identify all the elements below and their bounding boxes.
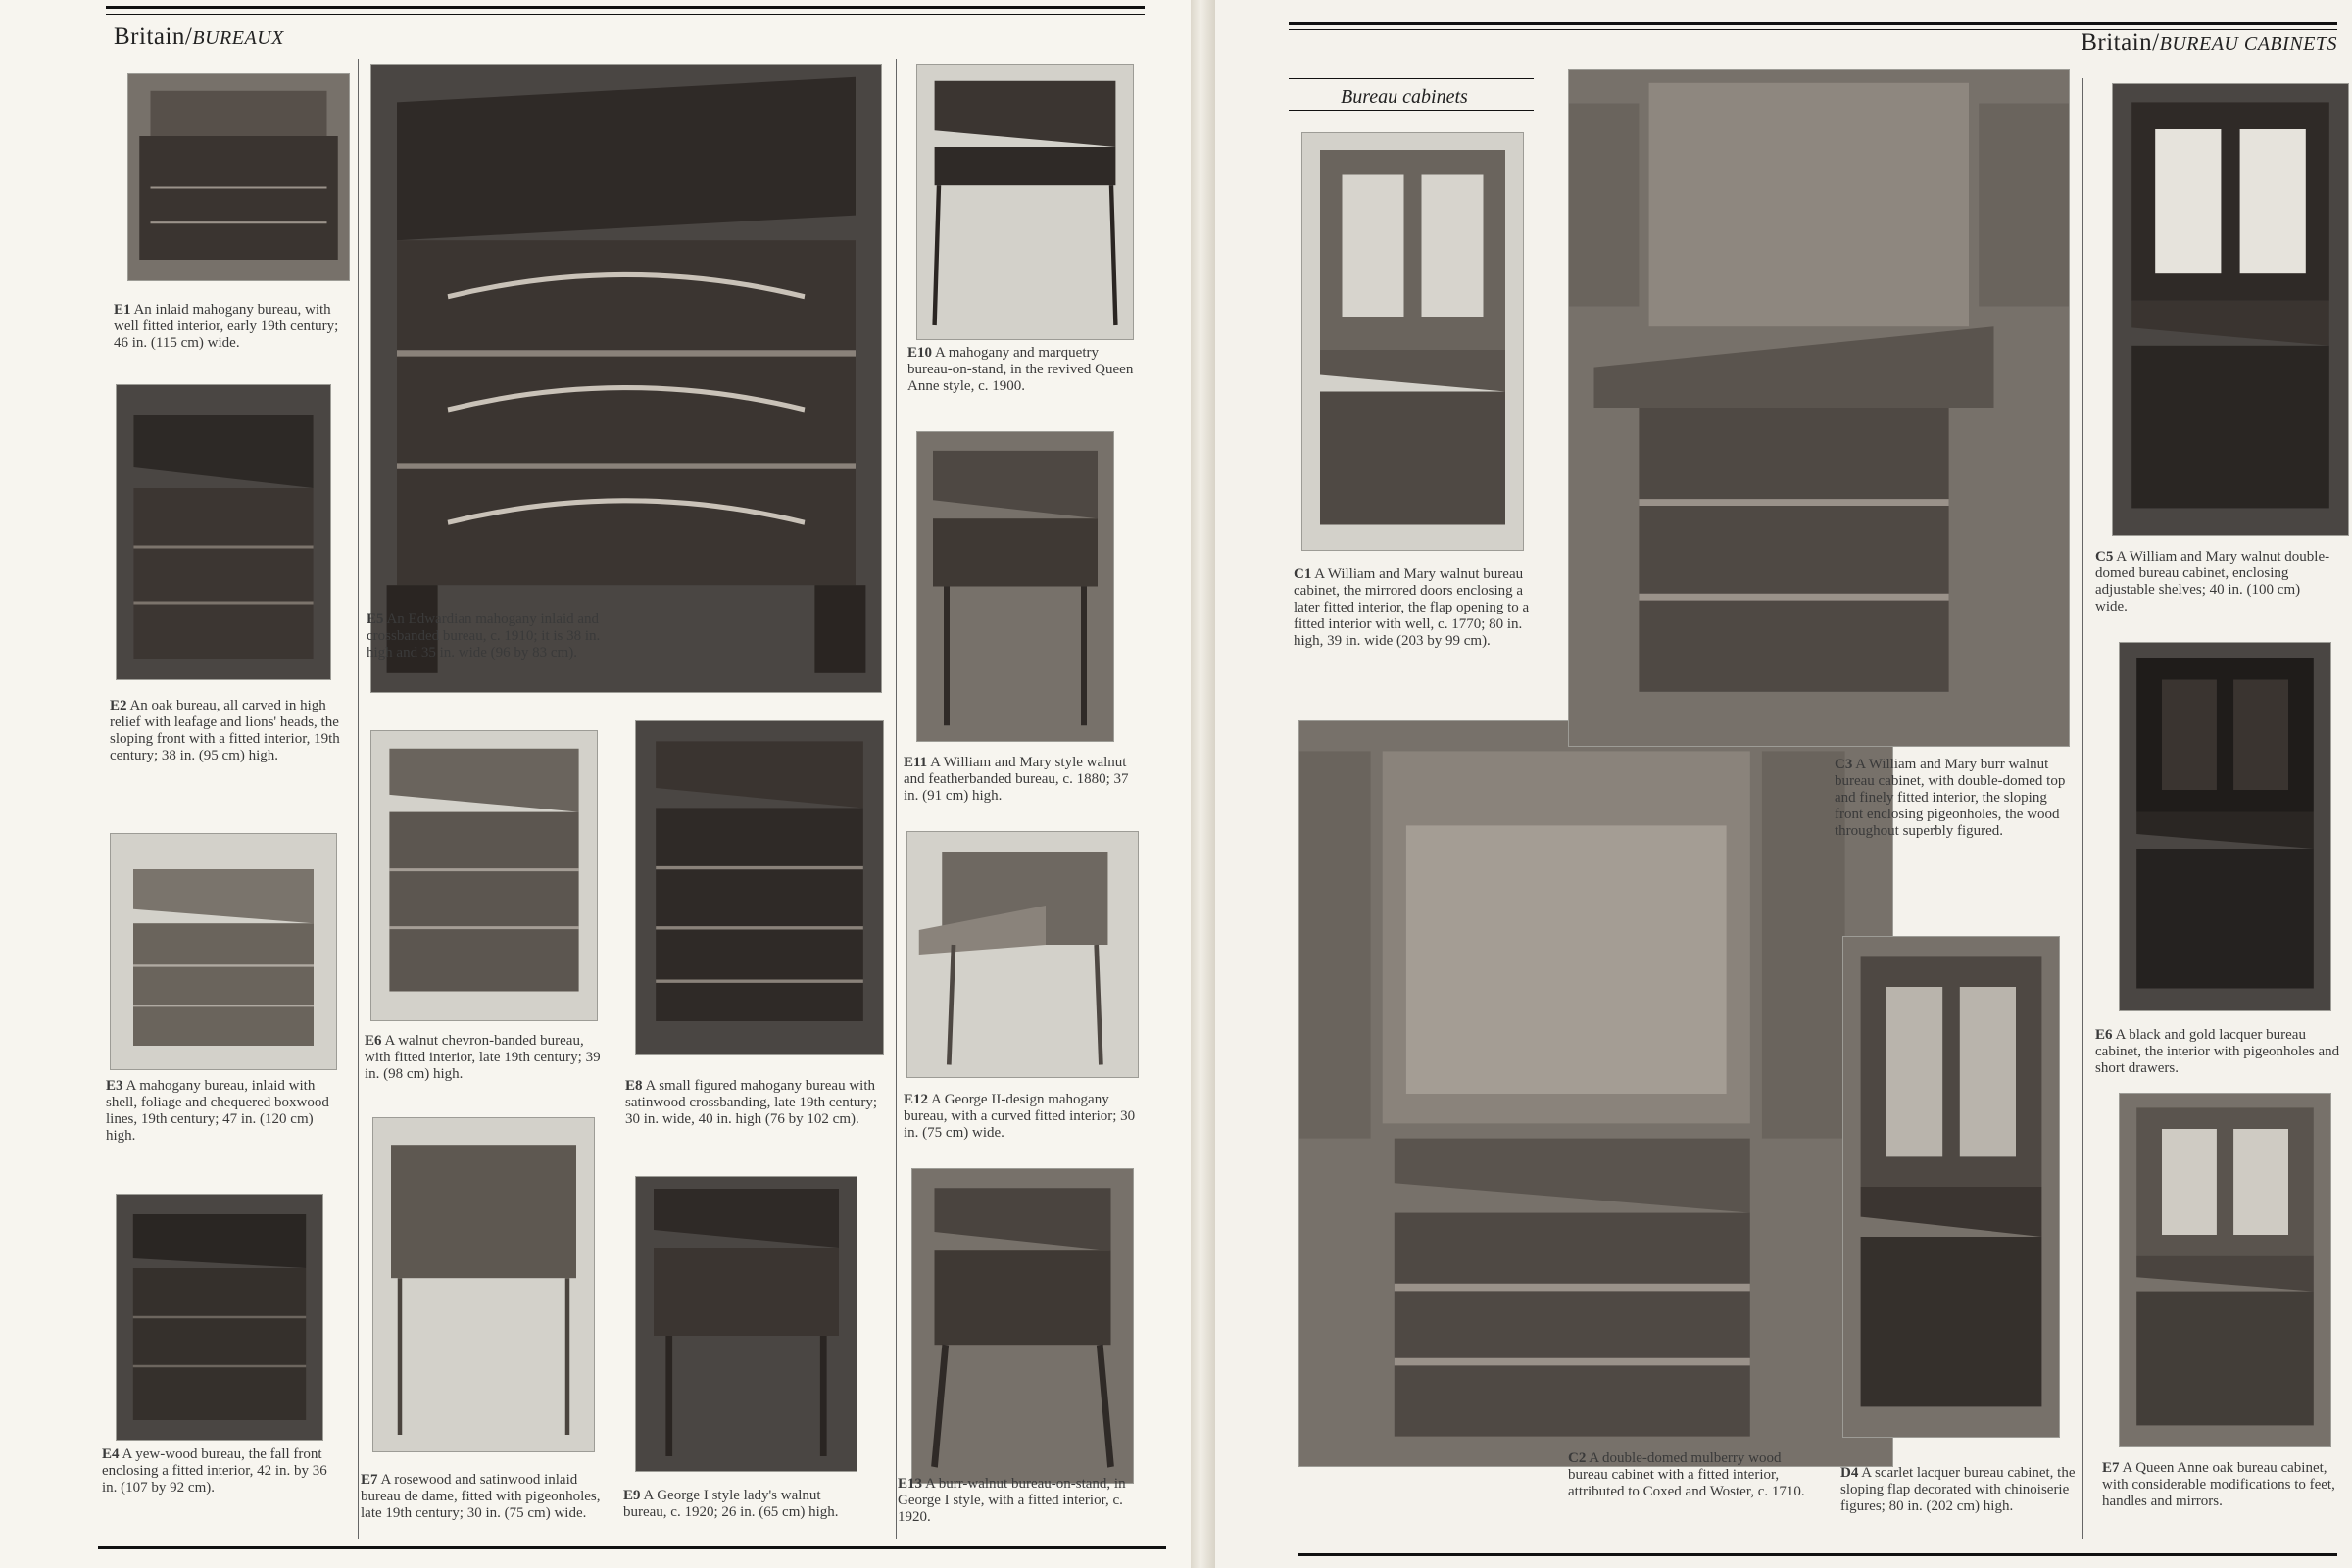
furniture-photo-d4 — [1842, 936, 2060, 1438]
furniture-photo-e1 — [127, 74, 350, 281]
furniture-photo-e9 — [635, 1176, 858, 1472]
furniture-photo-c3 — [1568, 69, 2070, 747]
caption-e7: E7 A rosewood and satinwood inlaid bureau de dame, fitted with pigeonholes, late 19th century; 30 in. (75 cm) wide. — [361, 1472, 601, 1521]
furniture-photo-e10 — [916, 64, 1134, 340]
caption-e5: E5 An Edwardian mahogany inlaid and crossbanded bureau, c. 1910; it is 38 in. high and 35 in. wide (96 by 83 cm). — [367, 612, 601, 661]
furniture-photo-e6 — [370, 730, 598, 1021]
caption-e3: E3 A mahogany bureau, inlaid with shell, foliage and chequered boxwood lines, 19th century; 47 in. (120 cm) high. — [106, 1078, 329, 1144]
header-section: BUREAUX — [192, 27, 284, 49]
furniture-photo-e8 — [635, 720, 884, 1055]
column-divider — [358, 59, 359, 1539]
furniture-photo-c1 — [1301, 132, 1524, 551]
top-rule — [1289, 22, 2337, 24]
right-page — [1215, 0, 2352, 1568]
furniture-photo-e6 — [2119, 642, 2331, 1011]
caption-e4: E4 A yew-wood bureau, the fall front enclosing a fitted interior, 42 in. by 36 in. (107 by 92 cm). — [102, 1446, 327, 1495]
caption-e10: E10 A mahogany and marquetry bureau-on-stand, in the revived Queen Anne style, c. 1900. — [907, 345, 1134, 394]
furniture-photo-e13 — [911, 1168, 1134, 1484]
column-divider — [896, 59, 897, 1539]
page-header — [114, 24, 284, 51]
header-country: Britain/ — [114, 24, 193, 50]
caption-e13: E13 A burr-walnut bureau-on-stand, in George I style, with a fitted interior, c. 1920. — [898, 1476, 1126, 1525]
bottom-rule — [98, 1546, 1166, 1549]
caption-e6-cabinet: E6 A black and gold lacquer bureau cabinet, the interior with pigeonholes and short drawers. — [2095, 1027, 2340, 1076]
caption-e9: E9 A George I style lady's walnut bureau, c. 1920; 26 in. (65 cm) high. — [623, 1488, 839, 1520]
furniture-photo-e3 — [110, 833, 337, 1070]
bottom-rule — [1298, 1553, 2337, 1556]
caption-e8: E8 A small figured mahogany bureau with satinwood crossbanding, late 19th century; 30 in. wide, 40 in. high (76 by 102 cm). — [625, 1078, 878, 1127]
furniture-photo-e2 — [116, 384, 331, 680]
caption-c2: C2 A double-domed mulberry wood bureau cabinet with a fitted interior, attributed to Coxed and Woster, c. 1710. — [1568, 1450, 1805, 1499]
book-gutter — [1191, 0, 1215, 1568]
section-rule — [1289, 110, 1534, 111]
top-rule — [106, 6, 1145, 9]
furniture-photo-e5 — [370, 64, 882, 693]
caption-d4: D4 A scarlet lacquer bureau cabinet, the sloping flap decorated with chinoiserie figures; 80 in. (202 cm) high. — [1840, 1465, 2076, 1514]
section-rule — [1289, 78, 1534, 79]
furniture-photo-c5 — [2112, 83, 2349, 536]
caption-e6: E6 A walnut chevron-banded bureau, with fitted interior, late 19th century; 39 in. (98 cm) high. — [365, 1033, 601, 1082]
header-country: Britain/ — [2081, 29, 2160, 56]
section-title: Bureau cabinets — [1341, 86, 1468, 108]
caption-c5: C5 A William and Mary walnut double-domed bureau cabinet, enclosing adjustable shelves; 40 in. (100 cm) wide. — [2095, 549, 2330, 614]
top-rule-thin — [106, 14, 1145, 15]
header-section: BUREAU CABINETS — [2159, 33, 2337, 55]
furniture-photo-e12 — [906, 831, 1139, 1078]
column-divider — [2082, 78, 2083, 1539]
page-header — [2081, 29, 2337, 57]
caption-e12: E12 A George II-design mahogany bureau, with a curved fitted interior; 30 in. (75 cm) wide. — [904, 1092, 1136, 1141]
caption-e1: E1 An inlaid mahogany bureau, with well fitted interior, early 19th century; 46 in. (115 cm) wide. — [114, 302, 339, 351]
caption-c3: C3 A William and Mary burr walnut bureau cabinet, with double-domed top and finely fitted interior, the sloping front enclosing pigeonholes, the wood throughout superbly figured. — [1835, 757, 2066, 839]
caption-e11: E11 A William and Mary style walnut and featherbanded bureau, c. 1880; 37 in. (91 cm) high. — [904, 755, 1129, 804]
furniture-photo-e7-cabinet — [2119, 1093, 2331, 1447]
furniture-photo-e11 — [916, 431, 1114, 742]
furniture-photo-e7 — [372, 1117, 595, 1452]
caption-c1: C1 A William and Mary walnut bureau cabinet, the mirrored doors enclosing a later fitted interior, the flap opening to a fitted interior with well, c. 1770; 80 in. high, 39 in. wide (203 by 99 cm). — [1294, 566, 1530, 649]
furniture-photo-e4 — [116, 1194, 323, 1441]
caption-e2: E2 An oak bureau, all carved in high relief with leafage and lions' heads, the sloping front with a fitted interior, 19th century; 38 in. (95 cm) high. — [110, 698, 340, 763]
caption-e7-cabinet: E7 A Queen Anne oak bureau cabinet, with considerable modifications to feet, handles and mirrors. — [2102, 1460, 2335, 1509]
furniture-photo-c2 — [1298, 720, 1893, 1467]
